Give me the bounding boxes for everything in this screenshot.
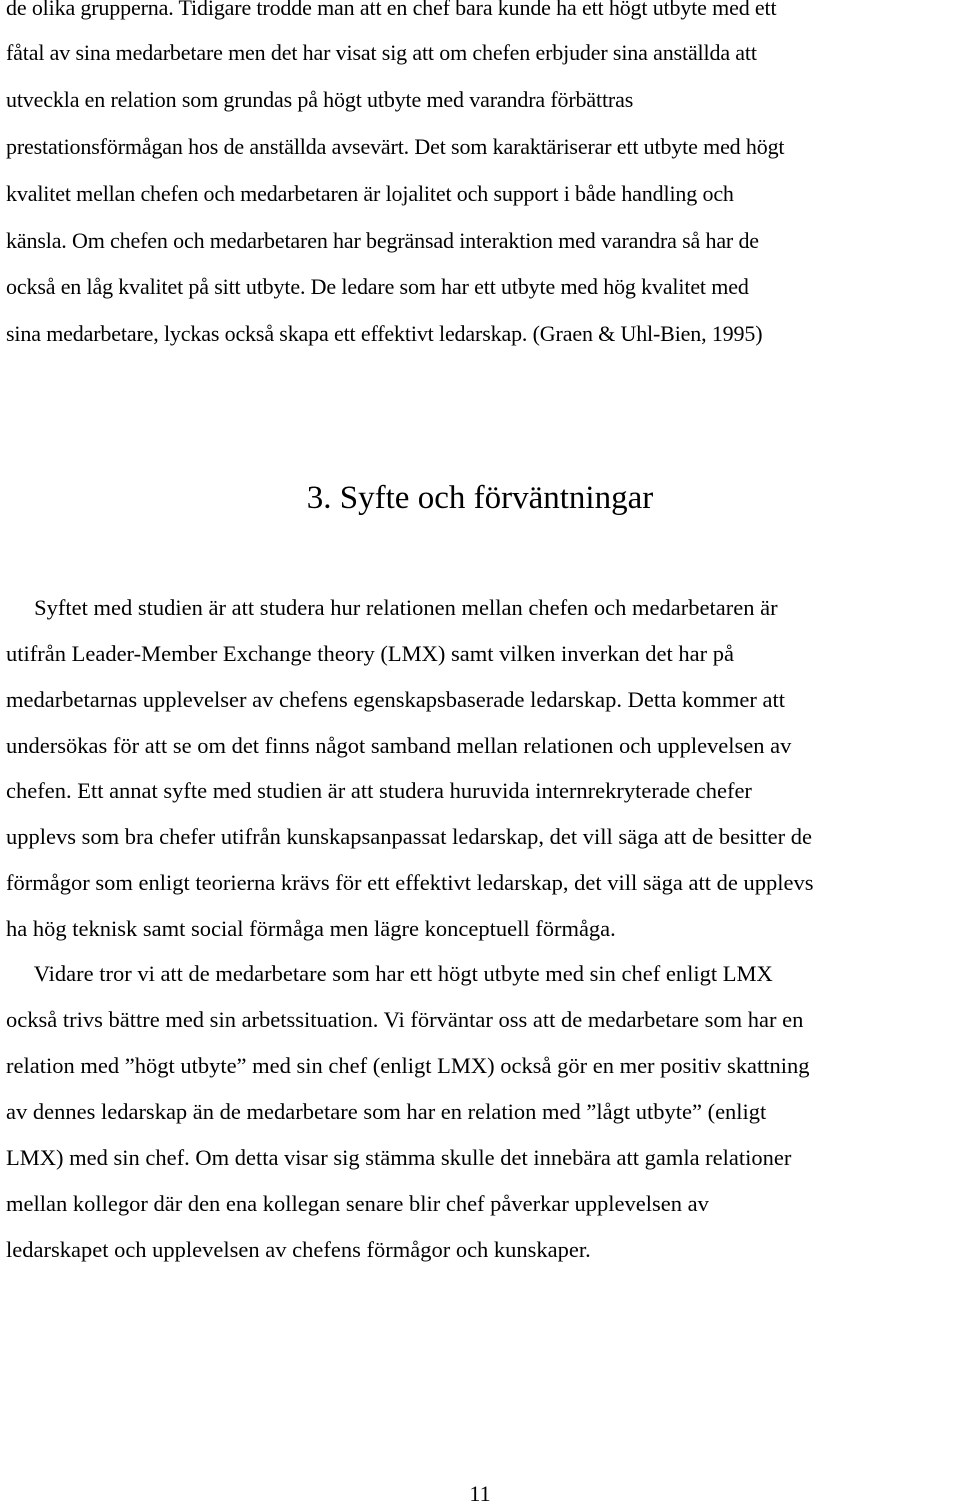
paragraph-line: fåtal av sina medarbetare men det har visat sig att om chefen erbjuder sina anställda att <box>6 40 757 65</box>
paragraph-line: av dennes ledarskap än de medarbetare som har en relation med ”lågt utbyte” (enligt <box>6 1099 767 1124</box>
paragraph-line: utveckla en relation som grundas på högt utbyte med varandra förbättras <box>6 87 634 112</box>
paragraph-line: utifrån Leader-Member Exchange theory (LMX) samt vilken inverkan det har på <box>6 641 735 666</box>
paragraph-line: Vidare tror vi att de medarbetare som har ett högt utbyte med sin chef enligt LMX <box>6 961 773 986</box>
paragraph-line: LMX) med sin chef. Om detta visar sig stämma skulle det innebära att gamla relationer <box>6 1145 792 1170</box>
paragraph-line: också trivs bättre med sin arbetssituation. Vi förväntar oss att de medarbetare som har en <box>6 1007 804 1032</box>
paragraph-line: sina medarbetare, lyckas också skapa ett effektivt ledarskap. (Graen & Uhl-Bien, 1995) <box>6 321 763 346</box>
paragraph-line: förmågor som enligt teorierna krävs för ett effektivt ledarskap, det vill säga att de upplevs <box>6 870 814 895</box>
section-heading: 3. Syfte och förväntningar <box>306 480 654 516</box>
paragraph-line: prestationsförmågan hos de anställda avsevärt. Det som karaktäriserar ett utbyte med högt <box>6 134 785 159</box>
paragraph-line: ha hög teknisk samt social förmåga men lägre konceptuell förmåga. <box>6 916 616 941</box>
paragraph-line: Syftet med studien är att studera hur relationen mellan chefen och medarbetaren är <box>6 595 778 620</box>
paragraph-line: upplevs som bra chefer utifrån kunskapsanpassat ledarskap, det vill säga att de besitter de <box>6 824 812 849</box>
paragraph-line: kvalitet mellan chefen och medarbetaren är lojalitet och support i både handling och <box>6 181 734 206</box>
paragraph-line: mellan kollegor där den ena kollegan senare blir chef påverkar upplevelsen av <box>6 1191 709 1216</box>
page-number: 11 <box>469 1481 491 1506</box>
paragraph-line: ledarskapet och upplevelsen av chefens förmågor och kunskaper. <box>6 1237 591 1262</box>
paragraph-line: också en låg kvalitet på sitt utbyte. De ledare som har ett utbyte med hög kvalitet med <box>6 274 749 299</box>
paragraph-line: känsla. Om chefen och medarbetaren har begränsad interaktion med varandra så har de <box>6 228 759 253</box>
paragraph-line: chefen. Ett annat syfte med studien är att studera huruvida internrekryterade chefer <box>6 778 752 803</box>
paragraph-line: de olika grupperna. Tidigare trodde man att en chef bara kunde ha ett högt utbyte med ett <box>6 0 777 20</box>
paragraph-line: medarbetarnas upplevelser av chefens egenskapsbaserade ledarskap. Detta kommer att <box>6 687 786 712</box>
paragraph-line: relation med ”högt utbyte” med sin chef (enligt LMX) också gör en mer positiv skattning <box>6 1053 810 1078</box>
paragraph-line: undersökas för att se om det finns något samband mellan relationen och upplevelsen av <box>6 733 792 758</box>
